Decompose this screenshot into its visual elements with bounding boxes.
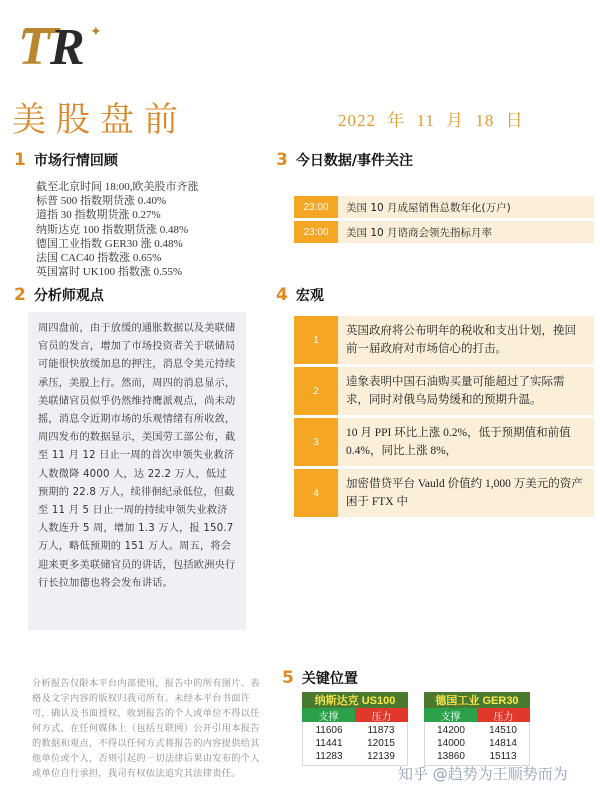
support-value: 14200	[437, 725, 465, 736]
macro-row	[294, 418, 594, 466]
resistance-values	[355, 722, 407, 765]
watermark-text: 知乎 @趋势为王顺势而为	[398, 765, 568, 783]
macro-text: 10 月 PPI 环比上涨 0.2%，低于预期值和前值 0.4%，同比上涨 8%，	[338, 418, 594, 466]
section-header-events	[276, 150, 413, 170]
market-item: 纳斯达克 100 指数期货涨 0.48%	[36, 223, 189, 236]
event-text: 美国 10 月成屋销售总数年化(万户)	[338, 196, 594, 218]
macro-row	[294, 316, 594, 364]
support-label: 支撑	[302, 708, 355, 722]
market-item: 标普 500 指数期货涨 0.40%	[36, 195, 167, 208]
macro-row	[294, 367, 594, 415]
section-header-analyst	[14, 285, 104, 305]
support-values	[303, 722, 355, 765]
market-item: 德国工业指数 GER30 涨 0.48%	[36, 237, 183, 250]
macro-number: 1	[294, 316, 338, 364]
resistance-label: 压力	[477, 708, 530, 722]
macro-number: 2	[294, 367, 338, 415]
section-title: 宏观	[295, 288, 324, 304]
macro-number: 4	[294, 469, 338, 517]
disclaimer-text: 分析报告仅限本平台内部使用，报告中的所有图片、表格及文字内容的版权归我司所有。未经本平台书面许可，确认及书面授权，收到报告的个人或单位不得以任何方式，在任何媒体上（包括互联网）公开引用本报告的数据和观点，不得以任何方式将报告的内容提供给其他单位或个人，否则引起的一切法律后果由发布的个人或单位自行承担，我司有权依法追究其法律责任。	[32, 678, 260, 779]
event-time: 23:00	[294, 221, 338, 243]
macro-text: 英国政府将公布明年的税收和支出计划，挽回前一届政府对市场信心的打击。	[338, 316, 594, 364]
section-title: 市场行情回顾	[33, 153, 118, 169]
levels-values	[302, 722, 408, 766]
resistance-values	[477, 722, 529, 765]
report-date: 2022 年 11 月 18 日	[338, 111, 524, 130]
section-number: 1	[14, 150, 26, 170]
resistance-value: 15113	[489, 751, 517, 762]
resistance-value: 11873	[367, 725, 395, 736]
support-values	[425, 722, 477, 765]
section-number: 5	[282, 668, 294, 688]
market-item: 道指 30 指数期货涨 0.27%	[36, 209, 161, 222]
event-row	[294, 221, 594, 243]
support-value: 11441	[315, 738, 343, 749]
macro-text: 加密借贷平台 Vauld 价值约 1,000 万美元的资产困于 FTX 中	[338, 469, 594, 517]
levels-table-ger30	[424, 692, 530, 766]
section-header-market	[14, 150, 118, 170]
market-list	[36, 180, 266, 279]
event-text: 美国 10 月谘商会领先指标月率	[338, 221, 594, 243]
resistance-value: 12015	[367, 738, 395, 749]
section-number: 3	[276, 150, 288, 170]
events-table	[294, 196, 594, 246]
support-value: 14000	[437, 738, 465, 749]
support-label: 支撑	[424, 708, 477, 722]
levels-title: 德国工业 GER30	[424, 692, 530, 708]
levels-values	[424, 722, 530, 766]
star-icon: ✦	[90, 24, 102, 40]
resistance-value: 12139	[367, 751, 395, 762]
support-value: 11606	[315, 725, 343, 736]
brand-logo	[18, 18, 110, 84]
levels-table-us100	[302, 692, 408, 766]
section-title: 分析师观点	[33, 288, 104, 304]
macro-table	[294, 316, 594, 520]
analyst-view-box: 周四盘前，由于放缓的通胀数据以及美联储官员的发言，增加了市场投资者关于联储局可能很快放缓加息的押注，消息令美元持续承压，美股上行。然而，周四的消息显示，美联储官员似乎仍然维持鹰派观点，尚未动摇，消息令近期市场的乐观情绪有所收敛，周四发布的数据显示，美国劳工部公布，截至 11 月 12 日止一周的首次申领失业救济人数微降 4000 人，达 22.2 万人，低过预期的 22.8 万人，续徘徊纪录低位，但截至 11 月 5 日止一周的持续申领失业救济人数连升 5 周，增加 1.3 万人，报 150.7 万人，略低预期的 151 万人。周五，将会迎来更多美联储官员的讲话，包括欧洲央行行长拉加德也将会发布讲话。	[28, 312, 246, 630]
page-title: 美股盘前	[12, 100, 188, 140]
support-value: 11283	[315, 751, 343, 762]
resistance-label: 压力	[355, 708, 408, 722]
levels-subheader	[424, 708, 530, 722]
macro-text: 逵象表明中国石油购买量可能超过了实际需求，同时对俄乌局势缓和的预期升温。	[338, 367, 594, 415]
support-value: 13860	[437, 751, 465, 762]
section-number: 2	[14, 285, 26, 305]
market-item: 截至北京时间 18:00,欧美股市齐涨	[36, 181, 199, 193]
section-header-levels	[282, 668, 358, 688]
market-item: 法国 CAC40 指数涨 0.65%	[36, 252, 162, 265]
logo-letter-t: T	[18, 19, 50, 76]
resistance-value: 14814	[489, 738, 517, 749]
resistance-value: 14510	[489, 725, 517, 736]
levels-subheader	[302, 708, 408, 722]
logo-letter-r: R	[50, 19, 85, 76]
macro-row	[294, 469, 594, 517]
market-item: 英国富时 UK100 指数涨 0.55%	[36, 266, 183, 279]
section-number: 4	[276, 285, 288, 305]
event-row	[294, 196, 594, 218]
event-time: 23:00	[294, 196, 338, 218]
macro-number: 3	[294, 418, 338, 466]
levels-title: 纳斯达克 US100	[302, 692, 408, 708]
section-header-macro	[276, 285, 324, 305]
section-title: 今日数据/事件关注	[295, 153, 413, 169]
section-title: 关键位置	[301, 671, 358, 687]
